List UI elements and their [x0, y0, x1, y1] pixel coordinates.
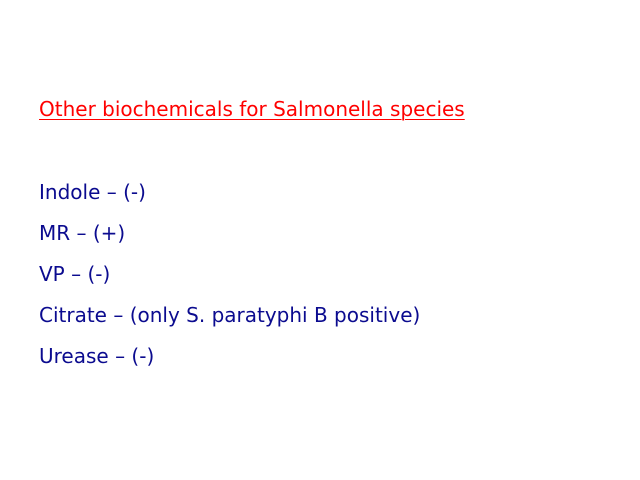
biochemical-test-list	[39, 172, 619, 377]
list-item-citrate: Citrate – (only S. paratyphi B positive)	[39, 303, 421, 327]
list-item-urease: Urease – (-)	[39, 344, 155, 368]
list-item-mr: MR – (+)	[39, 221, 126, 245]
slide-heading: Other biochemicals for Salmonella species	[39, 97, 465, 121]
list-item-indole: Indole – (-)	[39, 180, 146, 204]
slide-content	[39, 95, 619, 377]
list-item-vp: VP – (-)	[39, 262, 111, 286]
